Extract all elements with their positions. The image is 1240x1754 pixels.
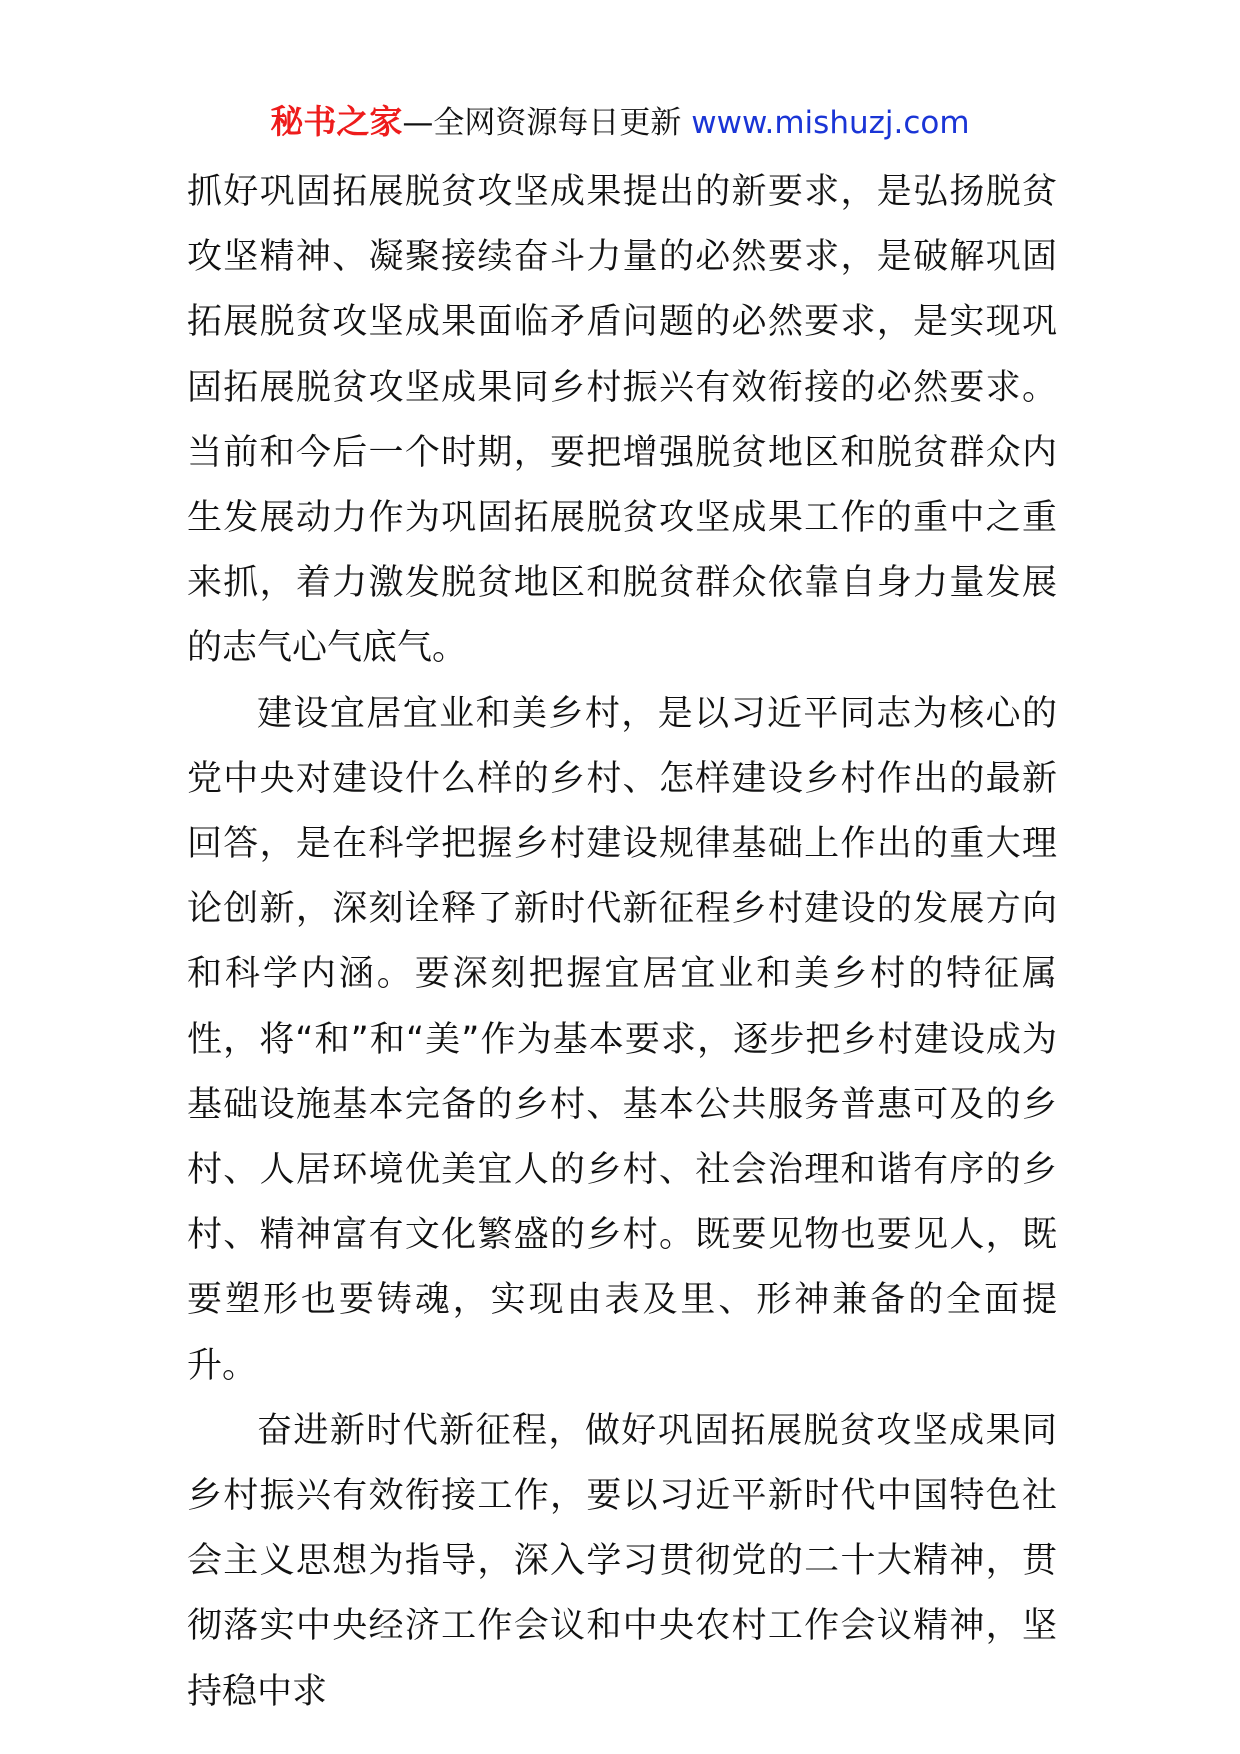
paragraph: 奋进新时代新征程，做好巩固拓展脱贫攻坚成果同乡村振兴有效衔接工作，要以习近平新时代中国特色社会主义思想为指导，深入学习贯彻党的二十大精神，贯彻落实中央经济工作会议和中央农村工作会议精神，坚持稳中求 — [187, 1410, 1057, 1712]
page-header — [0, 100, 1240, 145]
document-body — [187, 160, 1057, 1725]
website-link[interactable]: www.mishuzj.com — [691, 105, 970, 141]
paragraph: 建设宜居宜业和美乡村，是以习近平同志为核心的党中央对建设什么样的乡村、怎样建设乡村作出的最新回答，是在科学把握乡村建设规律基础上作出的重大理论创新，深刻诠释了新时代新征程乡村建设的发展方向和科学内涵。要深刻把握宜居宜业和美乡村的特征属性，将“和”和“美”作为基本要求，逐步把乡村建设成为基础设施基本完备的乡村、基本公共服务普惠可及的乡村、人居环境优美宜人的乡村、社会治理和谐有序的乡村、精神富有文化繁盛的乡村。既要见物也要见人，既要塑形也要铸魂，实现由表及里、形神兼备的全面提升。 — [187, 693, 1057, 1386]
paragraph: 抓好巩固拓展脱贫攻坚成果提出的新要求，是弘扬脱贫攻坚精神、凝聚接续奋斗力量的必然要求，是破解巩固拓展脱贫攻坚成果面临矛盾问题的必然要求，是实现巩固拓展脱贫攻坚成果同乡村振兴有效衔接的必然要求。当前和今后一个时期，要把增强脱贫地区和脱贫群众内生发展动力作为巩固拓展脱贫攻坚成果工作的重中之重来抓，着力激发脱贫地区和脱贫群众依靠自身力量发展的志气心气底气。 — [187, 172, 1057, 669]
header-tagline: —全网资源每日更新 — [402, 105, 682, 141]
brand-name: 秘书之家 — [270, 102, 403, 141]
